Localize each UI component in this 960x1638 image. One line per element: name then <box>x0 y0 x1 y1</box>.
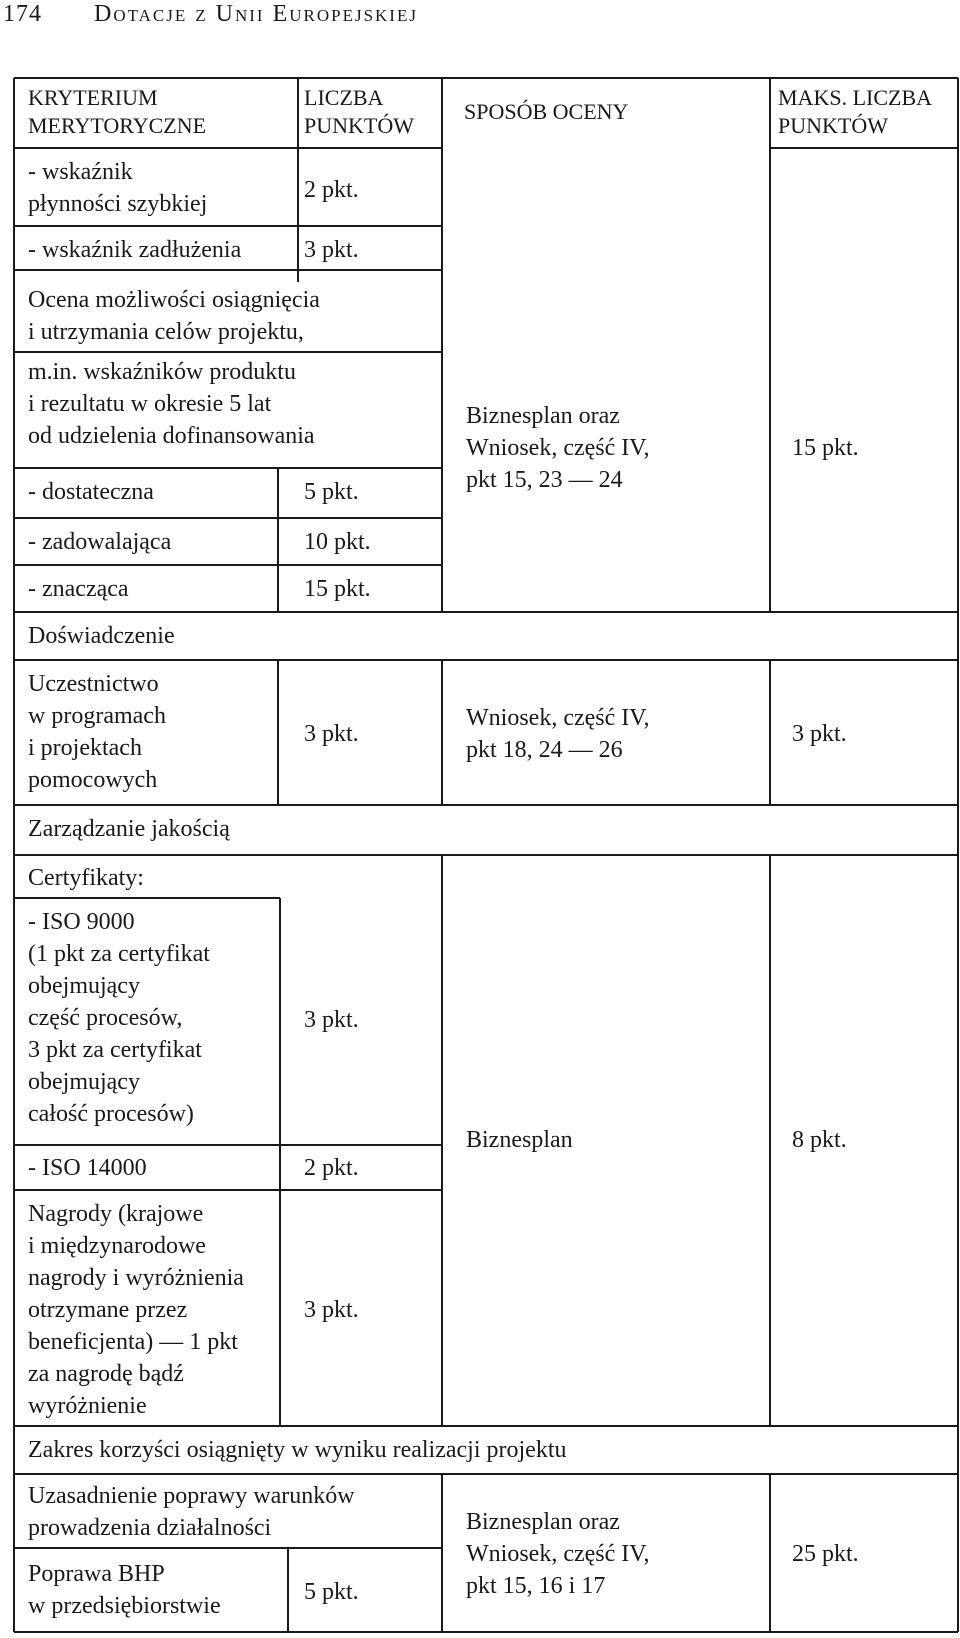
experience-heading: Doświadczenie <box>28 623 175 649</box>
header-points: LICZBA PUNKTÓW <box>304 85 414 138</box>
goals-detail: m.in. wskaźników produktu i rezultatu w okresie 5 lat od udzielenia dofinansowania <box>28 359 315 449</box>
benefits-heading: Zakres korzyści osiągnięty w wyniku realizacji projektu <box>28 1437 567 1463</box>
header-method: SPOSÓB OCENY <box>464 99 629 124</box>
iso14000-label: - ISO 14000 <box>28 1155 147 1181</box>
sufficient-points: 5 pkt. <box>304 479 359 505</box>
bhp-points: 5 pkt. <box>304 1579 359 1605</box>
awards-points: 3 pkt. <box>304 1297 359 1323</box>
iso14000-points: 2 pkt. <box>304 1155 359 1181</box>
significant-points: 15 pkt. <box>304 576 371 602</box>
awards-label: Nagrody (krajowe i międzynarodowe nagrody i wyróżnienia otrzymane przez beneficjenta) — 1 pkt za nagrodę bądź wyróżnienie <box>28 1201 244 1419</box>
quality-max-points: 8 pkt. <box>792 1127 847 1153</box>
programs-label: Uczestnictwo w programach i projektach pomocowych <box>28 671 166 793</box>
certificates-label: Certyfikaty: <box>28 865 144 891</box>
running-title: Dotacje z Unii Europejskiej <box>94 1 418 27</box>
liquidity-label: - wskaźnik płynności szybkiej <box>28 159 208 217</box>
benefits-max-points: 25 pkt. <box>792 1541 859 1567</box>
programs-max-points: 3 pkt. <box>792 721 847 747</box>
bhp-label: Poprawa BHP w przedsiębiorstwie <box>28 1561 221 1619</box>
justification-label: Uzasadnienie poprawy warunków prowadzenia działalności <box>28 1483 355 1541</box>
quality-heading: Zarządzanie jakością <box>28 816 230 842</box>
significant-label: - znacząca <box>28 576 129 602</box>
page-number: 174 <box>3 1 42 27</box>
quality-method: Biznesplan <box>466 1127 573 1153</box>
debt-label: - wskaźnik zadłużenia <box>28 237 242 263</box>
liquidity-points: 2 pkt. <box>304 177 359 203</box>
iso9000-points: 3 pkt. <box>304 1007 359 1033</box>
programs-points: 3 pkt. <box>304 721 359 747</box>
goals-max-points: 15 pkt. <box>792 435 859 461</box>
header-max-points: MAKS. LICZBA PUNKTÓW <box>778 85 933 138</box>
goals-intro: Ocena możliwości osiągnięcia i utrzymania celów projektu, <box>28 287 320 345</box>
debt-points: 3 pkt. <box>304 237 359 263</box>
satisfactory-label: - zadowalająca <box>28 529 172 555</box>
header-criterion: KRYTERIUM MERYTORYCZNE <box>28 85 207 138</box>
iso9000-label: - ISO 9000 (1 pkt za certyfikat obejmujący część procesów, 3 pkt za certyfikat obejmujący całość procesów) <box>28 909 210 1127</box>
benefits-method: Biznesplan oraz Wniosek, część IV, pkt 15, 16 i 17 <box>466 1509 650 1599</box>
satisfactory-points: 10 pkt. <box>304 529 371 555</box>
sufficient-label: - dostateczna <box>28 479 154 505</box>
programs-method: Wniosek, część IV, pkt 18, 24 — 26 <box>466 705 650 763</box>
goals-method: Biznesplan oraz Wniosek, część IV, pkt 15, 23 — 24 <box>466 403 650 493</box>
